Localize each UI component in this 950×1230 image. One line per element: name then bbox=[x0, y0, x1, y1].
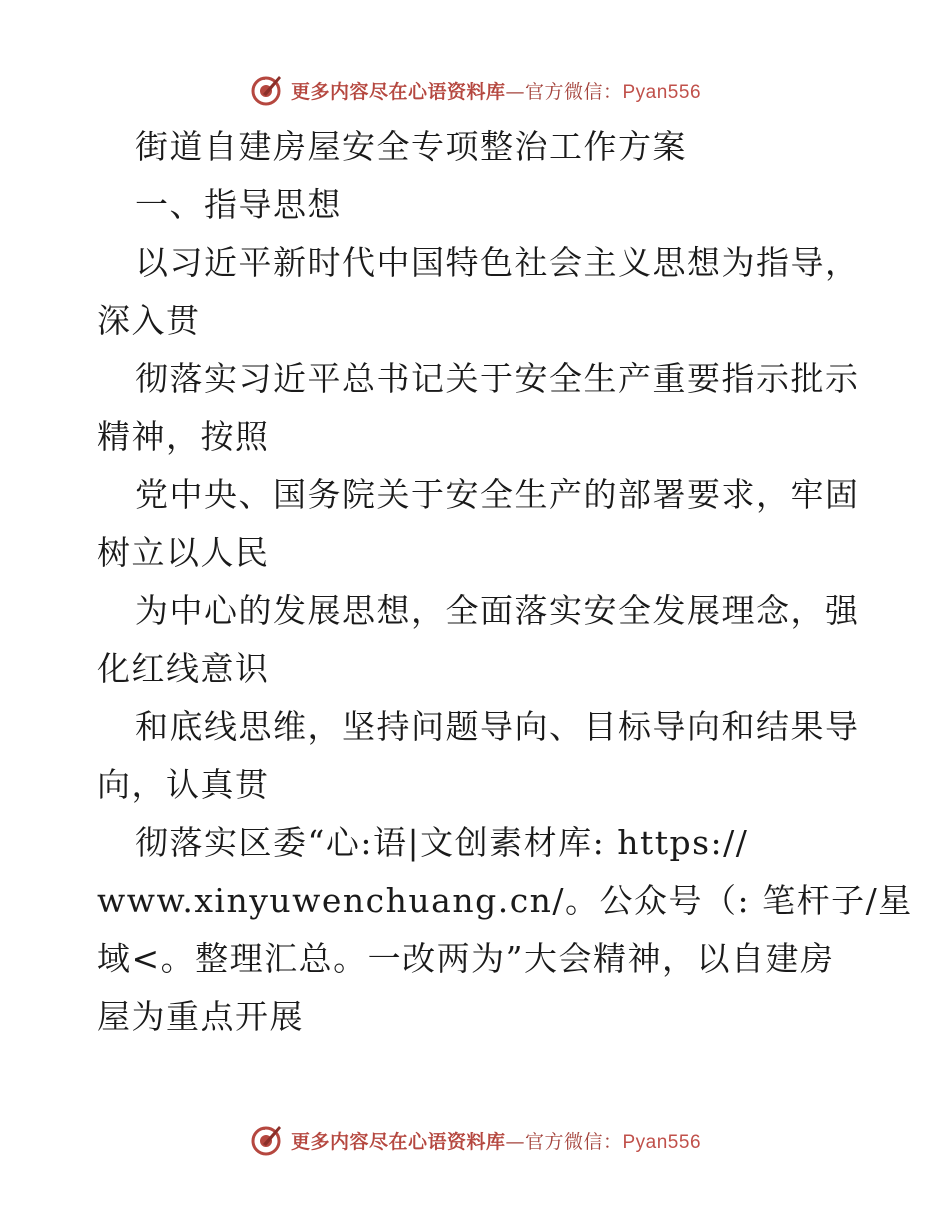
footer-watermark-banner bbox=[0, 1120, 950, 1160]
quill-circle-logo-icon bbox=[249, 73, 283, 107]
header-watermark-text bbox=[291, 77, 701, 104]
header-wechat-label: 官方微信： bbox=[524, 80, 623, 103]
document-title: 街道自建房屋安全专项整治工作方案 bbox=[135, 127, 687, 166]
paragraph-line: 彻落实区委“心:语|文创素材库: https:// bbox=[135, 823, 749, 862]
paragraph-line: 彻落实习近平总书记关于安全生产重要指示批示 bbox=[135, 359, 860, 398]
section-heading: 一、指导思想 bbox=[135, 185, 342, 224]
quill-circle-logo-icon bbox=[249, 1123, 283, 1157]
footer-wechat-label: 官方微信： bbox=[524, 1130, 623, 1153]
header-separator: — bbox=[505, 80, 525, 103]
paragraph-line: 向，认真贯 bbox=[97, 765, 270, 804]
footer-wechat-id: Pyan556 bbox=[622, 1131, 702, 1153]
footer-watermark-text bbox=[291, 1127, 701, 1154]
paragraph-line: 深入贯 bbox=[97, 301, 201, 340]
paragraph-line: 精神，按照 bbox=[97, 417, 270, 456]
paragraph-line: 屋为重点开展 bbox=[97, 997, 304, 1036]
paragraph-line: 树立以人民 bbox=[97, 533, 270, 572]
header-wechat-id: Pyan556 bbox=[622, 81, 702, 103]
paragraph-line: 化红线意识 bbox=[97, 649, 270, 688]
paragraph-line: 党中央、国务院关于安全生产的部署要求，牢固 bbox=[135, 475, 860, 514]
paragraph-line: 和底线思维，坚持问题导向、目标导向和结果导 bbox=[135, 707, 860, 746]
footer-site-text: 更多内容尽在心语资料库 bbox=[290, 1130, 506, 1153]
paragraph-line: 以习近平新时代中国特色社会主义思想为指导， bbox=[135, 243, 860, 282]
header-watermark-banner bbox=[0, 70, 950, 110]
paragraph-line: 域<。整理汇总。一改两为”大会精神，以自建房 bbox=[97, 939, 835, 978]
footer-separator: — bbox=[505, 1130, 525, 1153]
paragraph-line: 为中心的发展思想，全面落实安全发展理念，强 bbox=[135, 591, 860, 630]
paragraph-line: www.xinyuwenchuang.cn/。公众号（: 笔杆子/星 bbox=[97, 881, 913, 920]
document-body bbox=[97, 118, 913, 1046]
header-site-text: 更多内容尽在心语资料库 bbox=[290, 80, 506, 103]
